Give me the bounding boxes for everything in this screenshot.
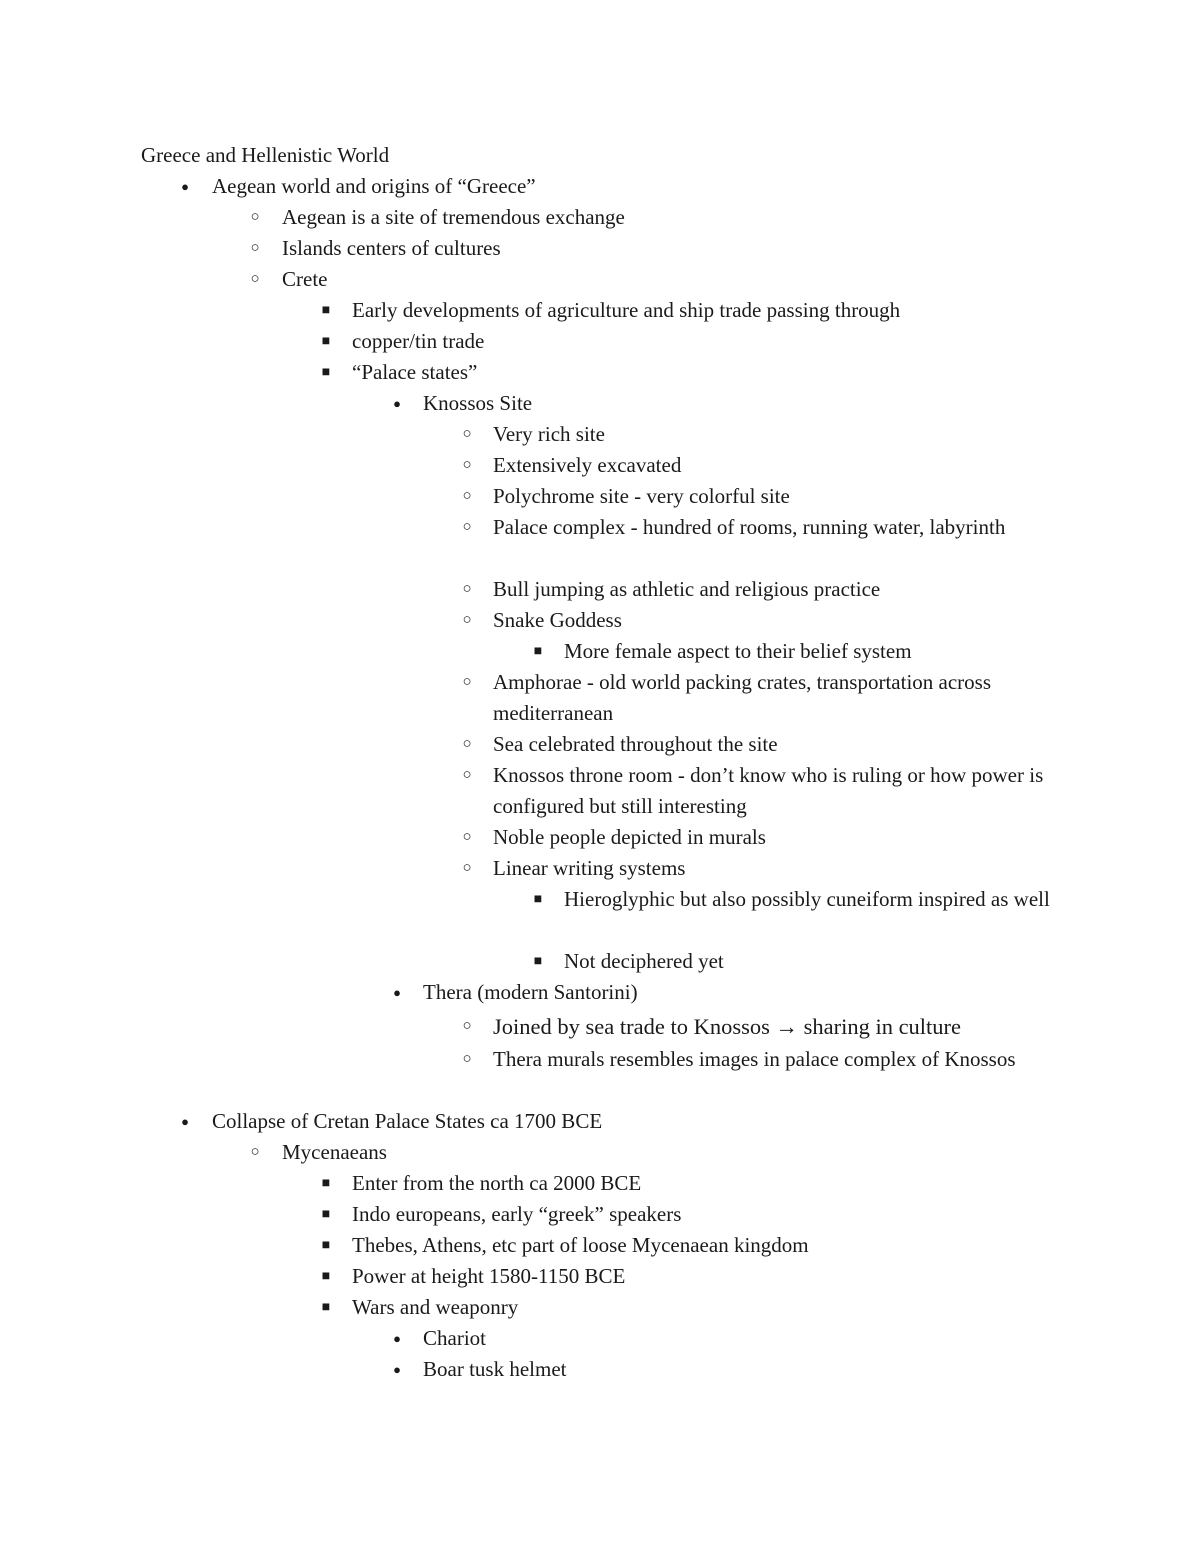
list-item bbox=[0, 1323, 1200, 1354]
list-item-text: Bull jumping as athletic and religious practice bbox=[493, 577, 881, 601]
square-bullet-icon bbox=[316, 1199, 336, 1230]
circle-bullet-icon bbox=[457, 450, 477, 481]
list-item bbox=[0, 388, 1200, 419]
list-item bbox=[0, 326, 1200, 357]
list-item bbox=[0, 512, 1200, 574]
circle-bullet-icon bbox=[457, 1044, 477, 1075]
disc-bullet-icon bbox=[387, 1354, 407, 1386]
list-item bbox=[0, 1230, 1200, 1261]
circle-bullet-icon bbox=[245, 264, 265, 295]
list-item bbox=[0, 574, 1200, 605]
list-item bbox=[0, 667, 1200, 729]
square-bullet-icon bbox=[316, 1292, 336, 1323]
list-item-text: Knossos throne room - don’t know who is ruling or how power is configured but still interesting bbox=[493, 763, 1044, 818]
list-item bbox=[0, 419, 1200, 450]
list-item bbox=[0, 1008, 1200, 1044]
list-item bbox=[0, 202, 1200, 233]
list-item-text: Hieroglyphic but also possibly cuneiform inspired as well bbox=[564, 887, 1050, 911]
list-item-text: Thebes, Athens, etc part of loose Mycenaean kingdom bbox=[352, 1233, 809, 1257]
list-item-text: Knossos Site bbox=[423, 391, 533, 415]
list-item bbox=[0, 1292, 1200, 1323]
list-item bbox=[0, 977, 1200, 1008]
square-bullet-icon bbox=[316, 357, 336, 388]
list-item bbox=[0, 1168, 1200, 1199]
list-item bbox=[0, 481, 1200, 512]
list-item-text: Snake Goddess bbox=[493, 608, 622, 632]
list-item bbox=[0, 1354, 1200, 1385]
square-bullet-icon bbox=[528, 946, 548, 977]
disc-bullet-icon bbox=[175, 171, 195, 203]
disc-bullet-icon bbox=[387, 388, 407, 420]
list-item-text: Sea celebrated throughout the site bbox=[493, 732, 778, 756]
list-item bbox=[0, 605, 1200, 636]
list-item-text: Boar tusk helmet bbox=[423, 1357, 567, 1381]
circle-bullet-icon bbox=[457, 419, 477, 450]
list-item-text: Islands centers of cultures bbox=[282, 236, 501, 260]
circle-bullet-icon bbox=[457, 729, 477, 760]
circle-bullet-icon bbox=[245, 202, 265, 233]
list-item-text: Palace complex - hundred of rooms, running water, labyrinth bbox=[493, 515, 1006, 539]
list-item-text: Noble people depicted in murals bbox=[493, 825, 766, 849]
square-bullet-icon bbox=[316, 1261, 336, 1292]
circle-bullet-icon bbox=[457, 574, 477, 605]
circle-bullet-icon bbox=[457, 512, 477, 543]
list-item bbox=[0, 760, 1200, 822]
list-item bbox=[0, 1044, 1200, 1106]
list-item-text: Amphorae - old world packing crates, transportation across mediterranean bbox=[493, 670, 992, 725]
list-item bbox=[0, 171, 1200, 202]
list-item bbox=[0, 946, 1200, 977]
list-item bbox=[0, 1261, 1200, 1292]
list-item bbox=[0, 1199, 1200, 1230]
list-item bbox=[0, 729, 1200, 760]
circle-bullet-icon bbox=[245, 1137, 265, 1168]
list-item-text: Joined by sea trade to Knossos → sharing in culture bbox=[493, 1014, 962, 1039]
square-bullet-icon bbox=[316, 1230, 336, 1261]
list-item bbox=[0, 1137, 1200, 1168]
list-item-text: Power at height 1580-1150 BCE bbox=[352, 1264, 626, 1288]
list-item bbox=[0, 295, 1200, 326]
disc-bullet-icon bbox=[387, 977, 407, 1009]
circle-bullet-icon bbox=[457, 605, 477, 636]
outline-list bbox=[0, 171, 1200, 1385]
circle-bullet-icon bbox=[245, 233, 265, 264]
list-item-text: Not deciphered yet bbox=[564, 949, 724, 973]
square-bullet-icon bbox=[528, 884, 548, 915]
document-title: Greece and Hellenistic World bbox=[141, 143, 390, 167]
square-bullet-icon bbox=[316, 295, 336, 326]
list-item bbox=[0, 884, 1200, 946]
list-item-text: More female aspect to their belief system bbox=[564, 639, 912, 663]
circle-bullet-icon bbox=[457, 822, 477, 853]
disc-bullet-icon bbox=[387, 1323, 407, 1355]
list-item-text: Aegean is a site of tremendous exchange bbox=[282, 205, 625, 229]
list-item-text: Crete bbox=[282, 267, 328, 291]
circle-bullet-icon bbox=[457, 1011, 477, 1042]
list-item-text: copper/tin trade bbox=[352, 329, 485, 353]
list-item-text: Polychrome site - very colorful site bbox=[493, 484, 790, 508]
circle-bullet-icon bbox=[457, 760, 477, 791]
list-item-text: “Palace states” bbox=[352, 360, 478, 384]
list-item-text: Thera (modern Santorini) bbox=[423, 980, 638, 1004]
list-item-text: Chariot bbox=[423, 1326, 486, 1350]
list-item bbox=[0, 233, 1200, 264]
circle-bullet-icon bbox=[457, 853, 477, 884]
square-bullet-icon bbox=[316, 326, 336, 357]
square-bullet-icon bbox=[316, 1168, 336, 1199]
list-item-text: Wars and weaponry bbox=[352, 1295, 519, 1319]
list-item-text: Indo europeans, early “greek” speakers bbox=[352, 1202, 682, 1226]
list-item-text: Enter from the north ca 2000 BCE bbox=[352, 1171, 642, 1195]
circle-bullet-icon bbox=[457, 481, 477, 512]
list-item-text: Extensively excavated bbox=[493, 453, 682, 477]
square-bullet-icon bbox=[528, 636, 548, 667]
list-item-text: Aegean world and origins of “Greece” bbox=[212, 174, 536, 198]
list-item-text: Very rich site bbox=[493, 422, 605, 446]
list-item bbox=[0, 1106, 1200, 1137]
list-item-text: Collapse of Cretan Palace States ca 1700 BCE bbox=[212, 1109, 603, 1133]
list-item-text: Mycenaeans bbox=[282, 1140, 387, 1164]
list-item-text: Linear writing systems bbox=[493, 856, 686, 880]
list-item bbox=[0, 822, 1200, 853]
list-item bbox=[0, 636, 1200, 667]
list-item-text: Early developments of agriculture and ship trade passing through bbox=[352, 298, 901, 322]
list-item-text: Thera murals resembles images in palace complex of Knossos bbox=[493, 1047, 1016, 1071]
disc-bullet-icon bbox=[175, 1106, 195, 1138]
list-item bbox=[0, 264, 1200, 295]
list-item bbox=[0, 853, 1200, 884]
circle-bullet-icon bbox=[457, 667, 477, 698]
list-item bbox=[0, 357, 1200, 388]
list-item bbox=[0, 450, 1200, 481]
